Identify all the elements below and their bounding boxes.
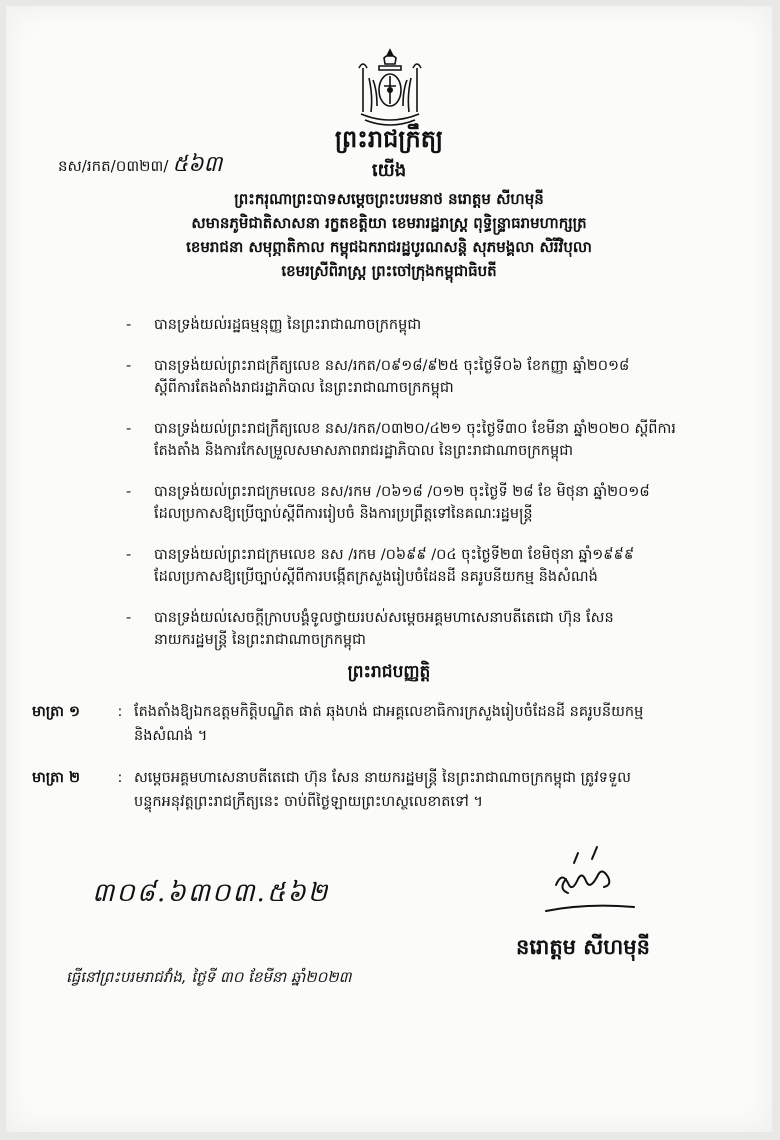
- preamble-line: ដែលប្រកាសឱ្យប្រើច្បាប់ស្ដីពីការរៀបចំ និងការប្រព្រឹត្តទៅនៃគណៈរដ្ឋមន្ត្រី: [154, 506, 533, 522]
- header-line: ព្រះករុណាព្រះបាទសម្ដេចព្រះបរមនាថ នរោត្តម សីហមុនី: [234, 190, 544, 208]
- header-line: ខេមរស្រីពិរាស្ត្រ ព្រះចៅក្រុងកម្ពុជាធិបតី: [281, 262, 497, 280]
- header-line: ខេមរាជនា សមុព្ភាតិកាល កម្ពុជឯករាជរដ្ឋបូរណសន្តិ សុភមង្គលា សិរីវិបុលា: [186, 238, 592, 256]
- preamble-line: ស្ដីពីការតែងតាំងរាជរដ្ឋាភិបាល នៃព្រះរាជាណាចក្រកម្ពុជា: [154, 380, 454, 396]
- bullet-dash: -: [126, 484, 132, 500]
- preamble-item: [126, 544, 726, 588]
- royal-emblem-icon: [351, 46, 429, 128]
- bullet-dash: -: [126, 358, 132, 374]
- bullet-dash: -: [126, 547, 132, 563]
- article-1: [32, 700, 732, 748]
- preamble-line: តែងតាំង និងការកែសម្រួលសមាសភាពរាជរដ្ឋាភិបាល នៃព្រះរាជាណាចក្រកម្ពុជា: [154, 443, 574, 459]
- bullet-dash: -: [126, 610, 132, 626]
- preamble-item: [126, 607, 726, 651]
- article-colon: :: [117, 704, 123, 720]
- bullet-dash: -: [126, 317, 132, 333]
- preamble-line: នាយករដ្ឋមន្ត្រី នៃព្រះរាជាណាចក្រកម្ពុជា: [154, 632, 366, 648]
- preamble-line: បានទ្រង់យល់ព្រះរាជក្រមលេខ នស /រកម /០៦៩៩ /០៤ ចុះថ្ងៃទី២៣ ខែមិថុនា ឆ្នាំ១៩៩៩: [154, 547, 635, 563]
- preamble-line: បានទ្រង់យល់ព្រះរាជក្រឹត្យលេខ នស/រកត/០៣២០/៤២១ ចុះថ្ងៃទី៣០ ខែមីនា ឆ្នាំ២០២០ ស្ដីពីការ: [154, 421, 676, 437]
- document-title: ព្រះរាជក្រឹត្យ: [334, 125, 444, 153]
- preamble-list: [126, 314, 726, 670]
- article-2: [32, 766, 732, 814]
- preamble-item: [126, 355, 726, 399]
- article-line: និងសំណង់ ។: [134, 728, 208, 744]
- preamble-line: បានទ្រង់យល់សេចក្ដីក្រាបបង្គំទូលថ្វាយរបស់សម្ដេចអគ្គមហាសេនាបតីតេជោ ហ៊ុន សែន: [154, 610, 614, 626]
- preamble-item: [126, 418, 726, 462]
- dateline: ធ្វើនៅព្រះបរមរាជវាំង, ថ្ងៃទី ៣០ ខែមីនា ឆ្នាំ២០២៣: [66, 968, 352, 986]
- bullet-dash: -: [126, 421, 132, 437]
- royal-signature: [526, 841, 646, 926]
- preamble-line: បានទ្រង់យល់ព្រះរាជក្រឹត្យលេខ នស/រកត/០៩១៨/៩២៥ ចុះថ្ងៃទី០៦ ខែកញ្ញា ឆ្នាំ២០១៨: [154, 358, 630, 374]
- signer-name: នរោត្តម សីហមុនី: [516, 935, 650, 959]
- handwritten-registration-number: ៣០៨.៦៣០៣.៥៦២: [92, 878, 330, 908]
- article-colon: :: [117, 770, 123, 786]
- preamble-line: ដែលប្រកាសឱ្យប្រើច្បាប់ស្ដីពីការបង្កើតក្រសួងរៀបចំដែនដី នគរូបនីយកម្ម និងសំណង់: [154, 569, 598, 585]
- reference-handwritten: ៥៦៣: [172, 152, 223, 177]
- preamble-item: [126, 481, 726, 525]
- article-label: មាត្រា ១: [32, 704, 80, 720]
- header-line: សមានភូមិជាតិសាសនា រក្ខតខត្តិយា ខេមរារដ្ឋរាស្ត្រ ពុទ្ធិន្ទ្រាធរាមហាក្សត្រ: [191, 214, 587, 232]
- article-line: បន្ទុកអនុវត្តព្រះរាជក្រឹត្យនេះ ចាប់ពីថ្ងៃឡាយព្រះហស្ថលេខាតទៅ ។: [134, 794, 483, 810]
- article-label: មាត្រា ២: [32, 770, 80, 786]
- preamble-line: បានទ្រង់យល់ព្រះរាជក្រមលេខ នស/រកម /០៦១៨ /០១២ ចុះថ្ងៃទី ២៨ ខែ មិថុនា ឆ្នាំ២០១៨: [154, 484, 650, 500]
- reference-prefix: នស/រកត/០៣២៣/: [58, 157, 169, 175]
- decree-page: [6, 6, 772, 1132]
- decide-heading: ព្រះរាជបញ្ញត្តិ: [347, 662, 431, 682]
- preamble-line: បានទ្រង់យល់រដ្ឋធម្មនុញ្ញ នៃព្រះរាជាណាចក្រកម្ពុជា: [154, 317, 422, 333]
- article-line: សម្ដេចអគ្គមហាសេនាបតីតេជោ ហ៊ុន សែន នាយករដ្ឋមន្ត្រី នៃព្រះរាជាណាចក្រកម្ពុជា ត្រូវទទួល: [134, 770, 631, 786]
- preamble-item: [126, 314, 726, 336]
- document-subtitle: យើង: [371, 160, 407, 181]
- article-line: តែងតាំងឱ្យឯកឧត្តមកិត្តិបណ្ឌិត ផាត់ ឆុងហង់ ជាអគ្គលេខាធិការក្រសួងរៀបចំដែនដី នគរូបនីយកម្ម: [134, 704, 644, 720]
